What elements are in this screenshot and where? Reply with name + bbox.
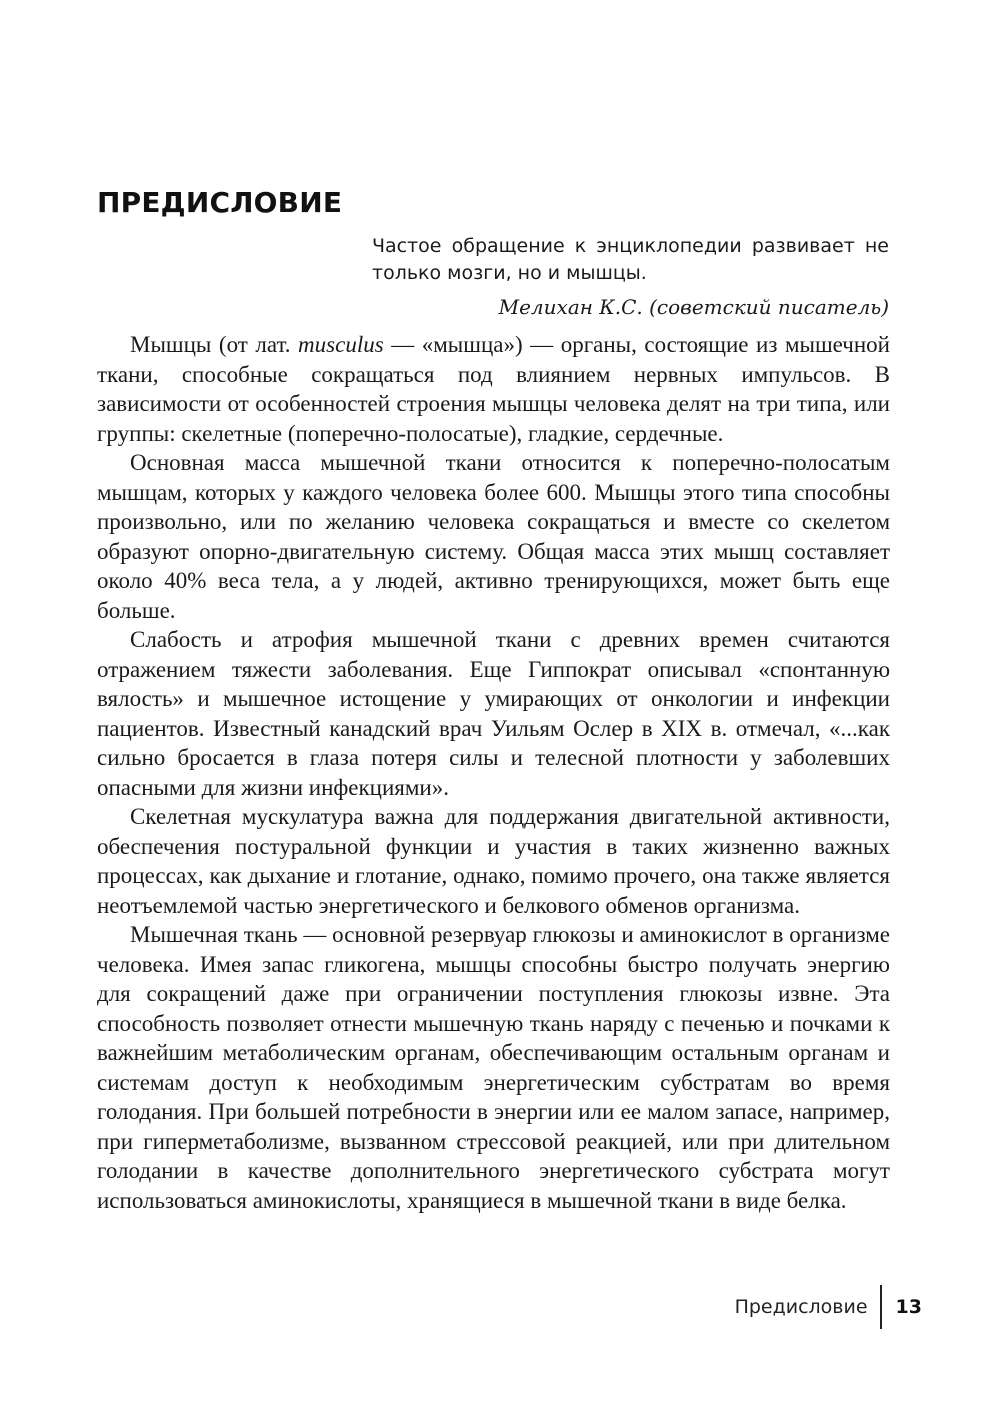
page-number: 13 [895,1296,922,1318]
paragraph-3: Слабость и атрофия мышечной ткани с древних времен считаются отражением тяжести заболевания. Еще Гиппократ описывал «спонтанную вялость» и мышечное истощение у умирающих от онкологии и инфекции пациентов. Известный канадский врач Уильям Ослер в XIX в. отмечал, «...как сильно бросается в глаза потеря силы и телесной плотности у заболевших опасными для жизни инфекциями». [97,627,890,800]
paragraph-4: Скелетная мускулатура важна для поддержания двигательной активности, обеспечения постуральной функции и участия в таких жизненно важных процессах, как дыхание и глотание, однако, помимо прочего, она также является неотъемлемой частью энергетического и белкового обменов организма. [97,804,890,918]
running-head: Предисловие [734,1296,868,1318]
page-title: ПРЕДИСЛОВИЕ [97,186,343,219]
epigraph-author: Мелихан К.С. (советский писатель) [498,295,889,319]
paragraph-5: Мышечная ткань — основной резервуар глюкозы и аминокислот в организме человека. Имея запас гликогена, мышцы способны быстро получать энергию для сокращений даже при ограничении поступления глюкозы извне. Эта способность позволяет отнести мышечную ткань наряду с печенью и почками к важнейшим метаболическим органам, обеспечивающим остальным органам и системам доступ к необходимым энергетическим субстратам во время голодания. При большей потребности в энергии или ее малом запасе, например, при гиперметаболизме, вызванном стрессовой реакцией, или при длительном голодании в качестве дополнительного энергетического субстрата могут использоваться аминокислоты, хранящиеся в мышечной ткани в виде белка. [97,922,890,1213]
paragraph-1 [97,330,890,448]
page-footer [735,1287,922,1327]
body-text [97,330,890,1215]
epigraph [372,233,889,321]
paragraph-1-start: Мышцы (от лат. [130,332,299,357]
epigraph-quote: Частое обращение к энциклопедии развивает не только мозги, но и мышцы. [372,235,889,284]
paragraph-2: Основная масса мышечной ткани относится к поперечно-полосатым мышцам, которых у каждого человека более 600. Мышцы этого типа способны произвольно, или по желанию человека сокращаться и вместе со скелетом образуют опорно-двигательную систему. Общая масса этих мышц составляет около 40% веса тела, а у людей, активно тренирующихся, может быть еще больше. [97,450,890,623]
latin-term: musculus [298,332,384,357]
paragraph-1-rest: — «мышца») — органы, состоящие из мышечной ткани, способные сокращаться под влиянием нервных импульсов. В зависимости от особенностей строения мышцы человека делят на три типа, или группы: скелетные (поперечно-полосатые), гладкие, сердечные. [97,332,890,446]
